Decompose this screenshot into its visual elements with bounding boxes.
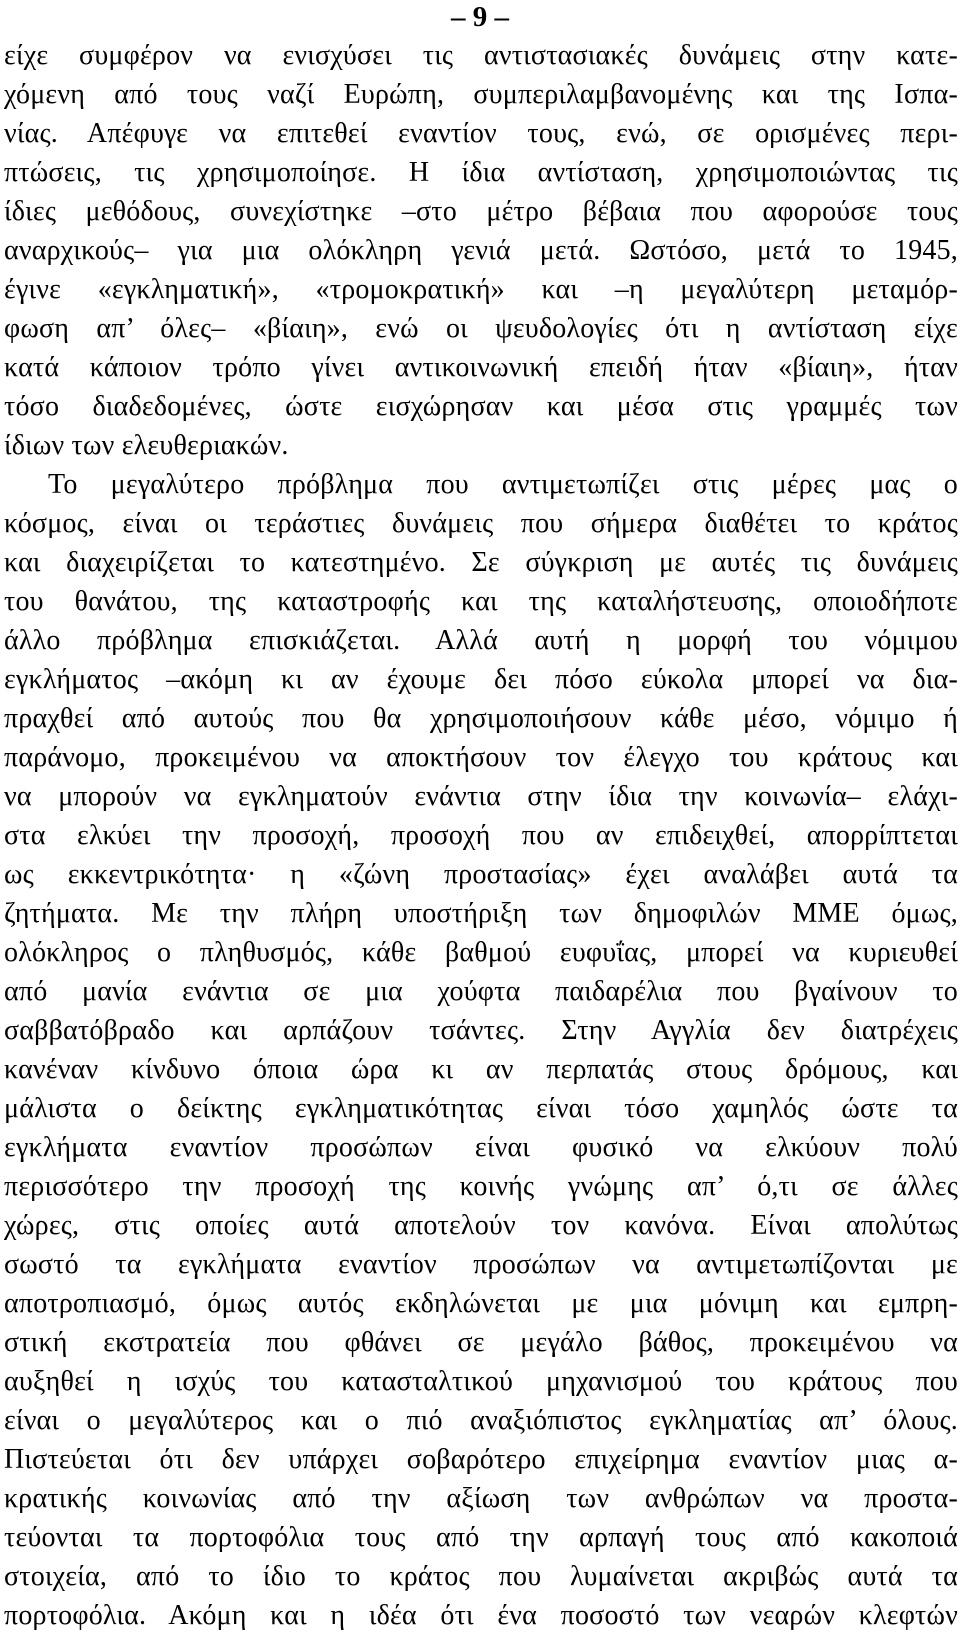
text-line: κρατικής κοινωνίας από την αξίωση των ανθρώπων να προστα- [4,1483,958,1514]
text-line: χόμενη από τους ναζί Ευρώπη, συμπεριλαμβανομένης και της Ισπα- [4,79,958,110]
text-line: χώρες, στις οποίες αυτά αποτελούν τον κανόνα. Είναι απολύτως [4,1210,958,1241]
text-line: ολόκληρος ο πληθυσμός, κάθε βαθμού ευφυΐας, μπορεί να κυριευθεί [4,937,958,968]
text-line: πτώσεις, τις χρησιμοποίησε. Η ίδια αντίσταση, χρησιμοποιώντας τις [4,157,958,188]
text-line: κατά κάποιον τρόπο γίνει αντικοινωνική επειδή ήταν «βίαιη», ήταν [4,352,958,383]
text-line: Πιστεύεται ότι δεν υπάρχει σοβαρότερο επιχείρημα εναντίον μιας α- [4,1444,958,1475]
text-line: στοιχεία, από το ίδιο το κράτος που λυμαίνεται ακριβώς αυτά τα [4,1561,958,1592]
text-line: σωστό τα εγκλήματα εναντίον προσώπων να αντιμετωπίζονται με [4,1249,958,1280]
text-line: είναι ο μεγαλύτερος και ο πιό αναξιόπιστος εγκληματίας απ’ όλους. [4,1405,958,1436]
text-line: είχε συμφέρον να ενισχύσει τις αντιστασιακές δυνάμεις στην κατε- [4,40,958,71]
paragraph-last-line: ίδιων των ελευθεριακών. [4,430,289,461]
text-line: πραχθεί από αυτούς που θα χρησιμοποιήσουν κάθε μέσο, νόμιμο ή [4,703,958,734]
text-line: πορτοφόλια. Ακόμη και η ιδέα ότι ένα ποσοστό των νεαρών κλεφτών [4,1600,958,1631]
text-line: έγινε «εγκληματική», «τρομοκρατική» και –η μεγαλύτερη μεταμόρ- [4,274,958,305]
text-line: και διαχειρίζεται το κατεστημένο. Σε σύγκριση με αυτές τις δυνάμεις [4,547,958,578]
text-line: νίας. Απέφυγε να επιτεθεί εναντίον τους, ενώ, σε ορισμένες περι- [4,118,958,149]
text-line: περισσότερο την προσοχή της κοινής γνώμης απ’ ό,τι σε άλλες [4,1171,958,1202]
body-text [4,36,958,1635]
text-line: ζητήματα. Με την πλήρη υποστήριξη των δημοφιλών ΜΜΕ όμως, [4,898,958,929]
text-line: στική εκστρατεία που φθάνει σε μεγάλο βάθος, προκειμένου να [4,1327,958,1358]
text-line: να μπορούν να εγκληματούν ενάντια στην ίδια την κοινωνία– ελάχι- [4,781,958,812]
text-line: σαββατόβραδο και αρπάζουν τσάντες. Στην Αγγλία δεν διατρέχεις [4,1015,958,1046]
text-line: άλλο πρόβλημα επισκιάζεται. Αλλά αυτή η μορφή του νόμιμου [4,625,958,656]
text-line: κόσμος, είναι οι τεράστιες δυνάμεις που σήμερα διαθέτει το κράτος [4,508,958,539]
text-line: ως εκκεντρικότητα· η «ζώνη προστασίας» έχει αναλάβει αυτά τα [4,859,958,890]
page-number: – 9 – [451,1,509,33]
text-line: τόσο διαδεδομένες, ώστε εισχώρησαν και μέσα στις γραμμές των [4,391,958,422]
text-line: αναρχικούς– για μια ολόκληρη γενιά μετά. Ωστόσο, μετά το 1945, [4,235,958,266]
paragraph-first-line: Το μεγαλύτερο πρόβλημα που αντιμετωπίζει στις μέρες μας ο [48,469,958,500]
text-line: αυξηθεί η ισχύς του κατασταλτικού μηχανισμού του κράτους που [4,1366,958,1397]
text-line: παράνομο, προκειμένου να αποκτήσουν τον έλεγχο του κράτους και [4,742,958,773]
text-line: από μανία ενάντια σε μια χούφτα παιδαρέλια που βγαίνουν το [4,976,958,1007]
text-line: αποτροπιασμό, όμως αυτός εκδηλώνεται με μια μόνιμη και εμπρη- [4,1288,958,1319]
text-line: του θανάτου, της καταστροφής και της καταλήστευσης, οποιοδήποτε [4,586,958,617]
text-line: ίδιες μεθόδους, συνεχίστηκε –στο μέτρο βέβαια που αφορούσε τους [4,196,958,227]
text-line: στα ελκύει την προσοχή, προσοχή που αν επιδειχθεί, απορρίπτεται [4,820,958,851]
text-line: εγκλήματος –ακόμη κι αν έχουμε δει πόσο εύκολα μπορεί να δια- [4,664,958,695]
text-line: τεύονται τα πορτοφόλια τους από την αρπαγή τους από κακοποιά [4,1522,958,1553]
text-line: μάλιστα ο δείκτης εγκληματικότητας είναι τόσο χαμηλός ώστε τα [4,1093,958,1124]
text-line: κανέναν κίνδυνο όποια ώρα κι αν περπατάς στους δρόμους, και [4,1054,958,1085]
text-line: φωση απ’ όλες– «βίαιη», ενώ οι ψευδολογίες ότι η αντίσταση είχε [4,313,958,344]
text-line: εγκλήματα εναντίον προσώπων είναι φυσικό να ελκύουν πολύ [4,1132,958,1163]
